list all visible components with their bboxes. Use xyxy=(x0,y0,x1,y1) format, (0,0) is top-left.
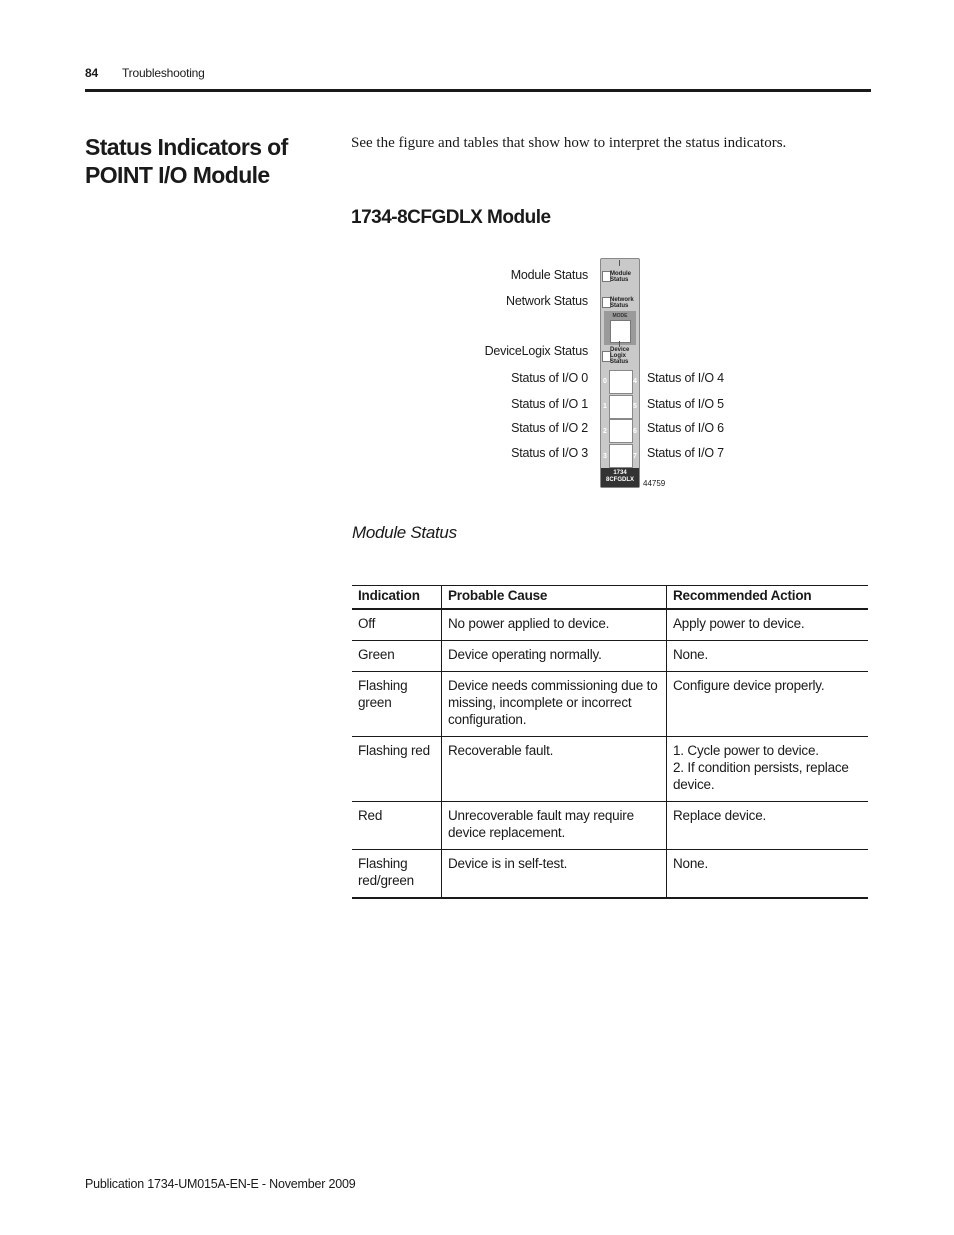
header-indication: Indication xyxy=(352,586,442,610)
table-header-row xyxy=(352,586,868,610)
label-io-1: Status of I/O 1 xyxy=(511,397,588,411)
module-subheading: 1734-8CFGDLX Module xyxy=(351,207,551,228)
table-row xyxy=(352,802,868,850)
cell-indication: Flashing red xyxy=(352,737,442,802)
io-number-3: 3 xyxy=(603,453,607,460)
header-recommended-action: Recommended Action xyxy=(667,586,869,610)
table-row xyxy=(352,737,868,802)
module-status-table xyxy=(352,585,868,899)
label-module-status: Module Status xyxy=(510,268,588,282)
cell-cause: Device operating normally. xyxy=(442,641,667,672)
cell-action: 1. Cycle power to device. 2. If condition persists, replace device. xyxy=(667,737,869,802)
mode-label: MODE xyxy=(612,313,628,319)
intro-paragraph: See the figure and tables that show how to interpret the status indicators. xyxy=(351,135,787,151)
io-number-5: 5 xyxy=(633,403,637,410)
cell-action: Configure device properly. xyxy=(667,672,869,737)
io-window-2-6 xyxy=(609,419,633,443)
io-number-1: 1 xyxy=(603,403,607,410)
label-network-status: Network Status xyxy=(506,294,588,308)
cell-cause: Device is in self-test. xyxy=(442,850,667,899)
io-number-6: 6 xyxy=(633,428,637,435)
cell-cause: Recoverable fault. xyxy=(442,737,667,802)
io-number-4: 4 xyxy=(633,378,637,385)
cell-indication: Flashing red/green xyxy=(352,850,442,899)
table-row xyxy=(352,641,868,672)
mode-window xyxy=(604,311,636,345)
io-window-0-4 xyxy=(609,370,633,394)
section-name: Troubleshooting xyxy=(122,66,205,80)
cell-cause: Device needs commissioning due to missing, incomplete or incorrect configuration. xyxy=(442,672,667,737)
catalog-number-label: 1734 8CFGDLX xyxy=(601,468,639,487)
io-number-0: 0 xyxy=(603,378,607,385)
header-rule xyxy=(85,89,871,92)
label-io-5: Status of I/O 5 xyxy=(647,397,724,411)
cell-indication: Red xyxy=(352,802,442,850)
network-status-text: Network Status xyxy=(610,297,634,309)
label-io-0: Status of I/O 0 xyxy=(511,371,588,385)
cell-action: None. xyxy=(667,641,869,672)
io-number-2: 2 xyxy=(603,428,607,435)
label-io-6: Status of I/O 6 xyxy=(647,421,724,435)
io-window-3-7 xyxy=(609,444,633,468)
cell-action: Replace device. xyxy=(667,802,869,850)
cell-action: None. xyxy=(667,850,869,899)
mode-display xyxy=(610,320,631,343)
page-number: 84 xyxy=(85,66,98,80)
table-row xyxy=(352,672,868,737)
cell-indication: Green xyxy=(352,641,442,672)
module-figure xyxy=(470,255,750,495)
table-row xyxy=(352,609,868,641)
label-io-7: Status of I/O 7 xyxy=(647,446,724,460)
point-io-module xyxy=(600,258,640,488)
page-title: Status Indicators of POINT I/O Module xyxy=(85,134,288,188)
table-caption: Module Status xyxy=(352,523,457,542)
module-status-text: Module Status xyxy=(610,271,631,283)
cell-action: Apply power to device. xyxy=(667,609,869,641)
label-io-4: Status of I/O 4 xyxy=(647,371,724,385)
devicelogix-status-text: Device Logix Status xyxy=(610,347,630,365)
io-window-1-5 xyxy=(609,395,633,419)
figure-number: 44759 xyxy=(643,479,666,488)
label-devicelogix-status: DeviceLogix Status xyxy=(484,344,588,358)
table-row xyxy=(352,850,868,899)
io-number-7: 7 xyxy=(633,453,637,460)
publication-footer: Publication 1734-UM015A-EN-E - November 2009 xyxy=(85,1177,356,1191)
module-tick-top xyxy=(619,260,620,266)
label-io-3: Status of I/O 3 xyxy=(511,446,588,460)
label-io-2: Status of I/O 2 xyxy=(511,421,588,435)
cell-cause: No power applied to device. xyxy=(442,609,667,641)
header-probable-cause: Probable Cause xyxy=(442,586,667,610)
cell-indication: Off xyxy=(352,609,442,641)
cell-indication: Flashing green xyxy=(352,672,442,737)
cell-cause: Unrecoverable fault may require device replacement. xyxy=(442,802,667,850)
